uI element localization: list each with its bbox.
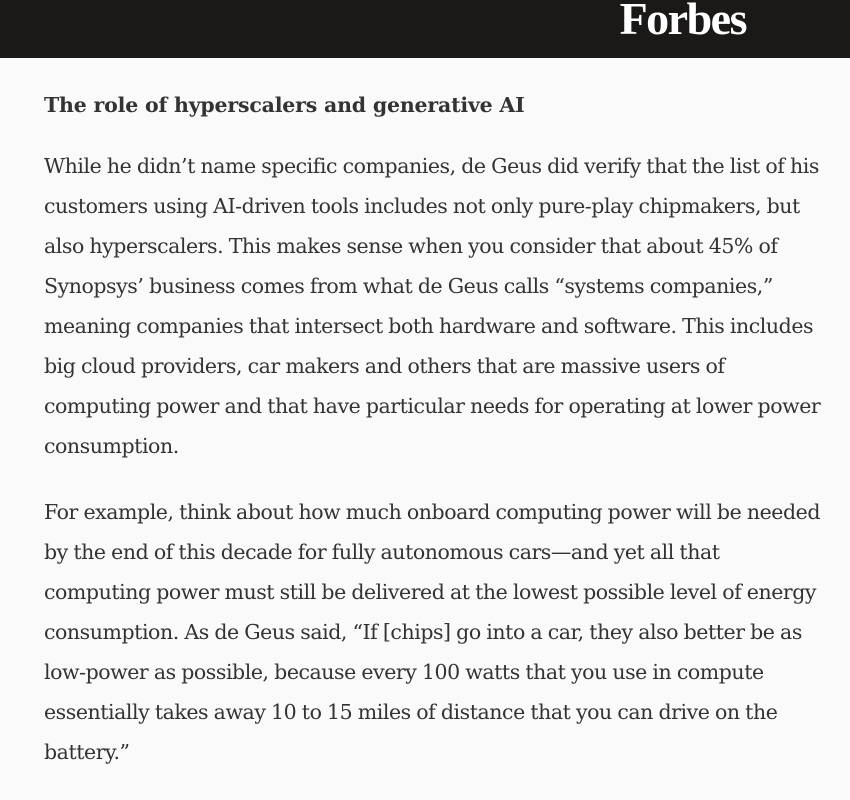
article-body xyxy=(0,89,824,772)
forbes-logo[interactable]: Forbes xyxy=(619,0,746,44)
section-heading: The role of hyperscalers and generative AI xyxy=(44,93,525,117)
site-header xyxy=(0,0,850,58)
article-paragraph: While he didn’t name specific companies, de Geus did verify that the list of his customers using AI-driven tools includes not only pure-play chipmakers, but also hyperscalers. This makes sense when you consider that about 45% of Synopsys’ business comes from what de Geus calls “systems companies,” meaning companies that intersect both hardware and software. This includes big cloud providers, car makers and others that are massive users of computing power and that have particular needs for operating at lower power consumption. xyxy=(44,154,821,458)
article-paragraph: For example, think about how much onboard computing power will be needed by the end of this decade for fully autonomous cars—and yet all that computing power must still be delivered at the lowest possible level of energy consumption. As de Geus said, “If [chips] go into a car, they also better be as low-power as possible, because every 100 watts that you use in compute essentially takes away 10 to 15 miles of distance that you can drive on the battery.” xyxy=(44,500,820,764)
